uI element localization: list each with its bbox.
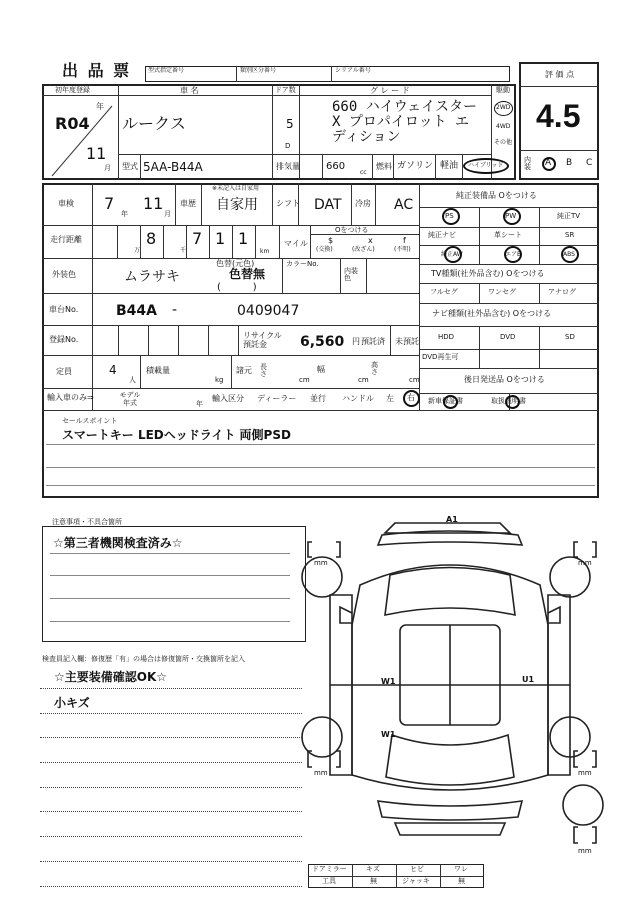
equip-leather: 革シート: [494, 231, 522, 239]
chassis-dash: -: [172, 302, 178, 318]
reg-era: R04: [55, 114, 90, 133]
notes-text: ☆第三者機関検査済み☆: [53, 536, 183, 550]
id-fields: [145, 66, 510, 82]
score-label: 評 価 点: [545, 70, 575, 79]
meter-opt-unknown: f: [403, 236, 406, 245]
navi-sd: SD: [565, 333, 575, 341]
later-warranty-circle: [443, 395, 458, 409]
notes-label: 注意事項・不具合箇所: [52, 518, 122, 526]
doors-label: ドア数: [275, 86, 296, 94]
footer-jack-value: 無: [458, 877, 465, 885]
mileage-man: 万: [134, 247, 141, 254]
equipment-title: 純正装備品 Oをつける: [456, 191, 537, 200]
handle-left: 左: [386, 394, 394, 403]
footer-tools: 工具: [322, 877, 336, 885]
later-manual-circle: [505, 395, 520, 409]
inspection-label: 車検: [58, 199, 74, 208]
exterior-color-value: ムラサキ: [124, 269, 180, 285]
grade-value: 660 ハイウェイスター X プロパイロット エ ディション: [332, 99, 478, 145]
length-unit: cm: [299, 376, 310, 384]
chassis-label: 車台No.: [49, 305, 79, 314]
mileage-digit-3: 1: [215, 229, 226, 248]
mileage-label: 走行距離: [50, 235, 82, 244]
equip-airbag: エアB: [505, 251, 522, 258]
registration-label: 登録No.: [49, 335, 79, 344]
drive-4wd: 4WD: [496, 123, 511, 130]
model-value: 5AA-B44A: [143, 160, 203, 174]
mileage-digit-1: 8: [146, 229, 157, 248]
meter-opt-exchange-sub: (交換): [316, 246, 333, 253]
inspector-line1: ☆主要装備確認OK☆: [54, 670, 168, 684]
type-number-label: 型式指定番号: [148, 67, 185, 74]
mm-rear-left: mm: [314, 769, 328, 777]
recycle-unit: 円: [352, 337, 360, 346]
displacement-label: 排気量: [276, 162, 300, 171]
sales-point-label: セールスポイント: [62, 417, 118, 425]
import-label: 輸入車のみ⇒: [47, 393, 94, 402]
fuel-gasoline: ガソリン: [397, 161, 434, 171]
fuel-diesel: 軽油: [440, 161, 459, 171]
exterior-color-label: 外装色: [52, 270, 76, 279]
history-value: 自家用: [216, 197, 258, 213]
interior-label: 内装: [524, 156, 531, 171]
inspection-year-unit: 年: [121, 210, 128, 218]
car-name-label: 車 名: [180, 86, 199, 95]
meter-opt-tampered-sub: (改ざん): [352, 246, 375, 253]
model-year-label: モデル年式: [119, 391, 141, 407]
later-manual: 取扱説明書: [491, 397, 526, 405]
doors-value: 5: [286, 117, 294, 131]
class-number-label: 類別区分番号: [240, 67, 277, 74]
reg-year-unit: 年: [96, 102, 104, 111]
mileage-mile: マイル: [284, 239, 308, 248]
later-warranty: 新車保証書: [428, 397, 463, 405]
navi-hdd: HDD: [438, 333, 455, 341]
mm-spare: mm: [578, 847, 592, 855]
tv-title: TV種類(社外品含む) Oをつける: [431, 269, 545, 278]
damage-w1-left: W1: [381, 677, 396, 686]
car-name: ルークス: [122, 114, 186, 133]
footer-head-crack: ヒビ: [410, 865, 424, 873]
recycle-deposited: 預託済: [361, 337, 385, 346]
color-change-paren: ( ): [217, 282, 257, 293]
recycle-label: リサイクル預託金: [243, 331, 282, 349]
meter-opt-unknown-sub: (不明): [394, 246, 411, 253]
reg-month: 11: [86, 144, 107, 163]
chassis-prefix: B44A: [116, 303, 157, 319]
navi-dvd: DVD: [500, 333, 516, 341]
mileage-digit-2: 7: [192, 229, 203, 248]
navi-title: ナビ種類(社外品含む) Oをつける: [432, 309, 552, 318]
load-label: 積載量: [146, 366, 170, 375]
damage-a1: A1: [446, 515, 458, 524]
mileage-sen: 千: [180, 247, 187, 254]
model-year-unit: 年: [196, 400, 203, 408]
dvd-playback: DVD再生可: [422, 353, 459, 361]
grade-label: グ レ ー ド: [370, 86, 410, 95]
shift-value: DAT: [314, 197, 342, 213]
width-label: 幅: [317, 365, 325, 374]
fuel-hybrid: ハイブリッド: [468, 162, 504, 169]
color-no-label: カラーNo.: [286, 260, 319, 268]
import-parallel: 並行: [310, 394, 326, 403]
meter-opt-tampered: x: [368, 236, 373, 245]
equip-pw: PW: [505, 212, 517, 220]
equip-ps: PS: [445, 212, 454, 220]
equip-aw: 純正AW: [441, 251, 463, 258]
model-label: 型式: [122, 162, 138, 171]
drive-2wd: 2WD: [496, 104, 511, 111]
equip-tv: 純正TV: [557, 212, 581, 220]
tv-fullseg: フルセグ: [430, 288, 458, 296]
footer-jack: ジャッキ: [402, 877, 430, 885]
drive-label: 駆動: [496, 86, 510, 94]
equip-abs: ABS: [563, 251, 575, 258]
mileage-digit-4: 1: [238, 229, 249, 248]
tv-oneseg: ワンセグ: [488, 288, 516, 296]
interior-grade-b: B: [566, 158, 573, 168]
capacity-unit: 人: [129, 376, 136, 384]
height-label: 高さ: [371, 361, 378, 376]
first-reg-label: 初年度登録: [55, 86, 90, 94]
displacement-value: 660: [326, 161, 346, 172]
score-value: 4.5: [536, 98, 581, 134]
capacity-label: 定員: [56, 367, 72, 376]
inspection-month-unit: 月: [164, 210, 171, 218]
car-damage-diagram: [300, 505, 610, 855]
interior-grade-a: A: [545, 158, 552, 168]
footer-head-scratch: キズ: [366, 865, 380, 873]
capacity-value: 4: [109, 363, 117, 377]
sales-point-text: スマートキー LEDヘッドライト 両側PSD: [62, 428, 291, 442]
damage-w1-rear: W1: [381, 730, 396, 739]
form-title: 出 品 票: [62, 61, 132, 80]
meter-note: Oをつける: [335, 226, 369, 234]
mm-rear-right: mm: [578, 769, 592, 777]
meter-opt-exchange: $: [328, 236, 334, 245]
fuel-label: 燃料: [376, 162, 392, 171]
inspection-year: 7: [104, 194, 115, 213]
footer-tools-value: 無: [370, 877, 377, 885]
history-label: 車歴: [180, 199, 196, 208]
color-change-value: 色替無: [229, 267, 266, 281]
interior-color-label: 内装色: [344, 267, 358, 282]
color-change-label: 色替(元色): [216, 259, 255, 268]
history-note: ※未記入は自家用: [212, 185, 260, 192]
reg-month-unit: 月: [104, 164, 111, 172]
ac-label: 冷房: [355, 199, 371, 208]
recycle-not-deposited: 未預託: [395, 337, 419, 346]
width-unit: cm: [358, 376, 369, 384]
recycle-value: 6,560: [300, 334, 345, 350]
equip-navi: 純正ナビ: [428, 231, 456, 239]
footer-head-mirror: ドアミラー: [312, 865, 347, 873]
tv-analog: アナログ: [548, 288, 576, 296]
load-unit: kg: [215, 376, 224, 384]
height-unit: cm: [409, 376, 420, 384]
shift-label: シフト: [276, 199, 300, 208]
serial-number-label: シリアル番号: [335, 67, 371, 74]
import-type-label: 輸入区分: [212, 394, 244, 403]
doors-sub: D: [285, 142, 291, 150]
interior-grade-c: C: [586, 158, 593, 168]
equip-sr: SR: [565, 231, 575, 239]
later-title: 後日発送品 Oをつける: [464, 375, 545, 384]
inspector-label: 検査員記入欄：修復歴「有」の場合は修復箇所・交換箇所を記入: [42, 655, 245, 663]
footer-head-break: ワレ: [454, 865, 468, 873]
ac-value: AC: [394, 197, 414, 213]
damage-u1: U1: [522, 675, 535, 684]
mileage-km: km: [260, 248, 270, 255]
spec-label: 諸元: [236, 366, 252, 375]
chassis-number: 0409047: [237, 303, 300, 319]
handle-right: 右: [407, 393, 415, 402]
mm-front-right: mm: [578, 559, 592, 567]
import-dealer: ディーラー: [257, 394, 297, 403]
mm-front-left: mm: [314, 559, 328, 567]
inspector-line2: 小キズ: [54, 696, 90, 710]
displacement-unit: cc: [360, 169, 367, 176]
drive-other: その他: [494, 139, 513, 146]
length-label: 長さ: [260, 363, 267, 378]
inspection-month: 11: [143, 194, 164, 213]
handle-label: ハンドル: [342, 394, 374, 403]
